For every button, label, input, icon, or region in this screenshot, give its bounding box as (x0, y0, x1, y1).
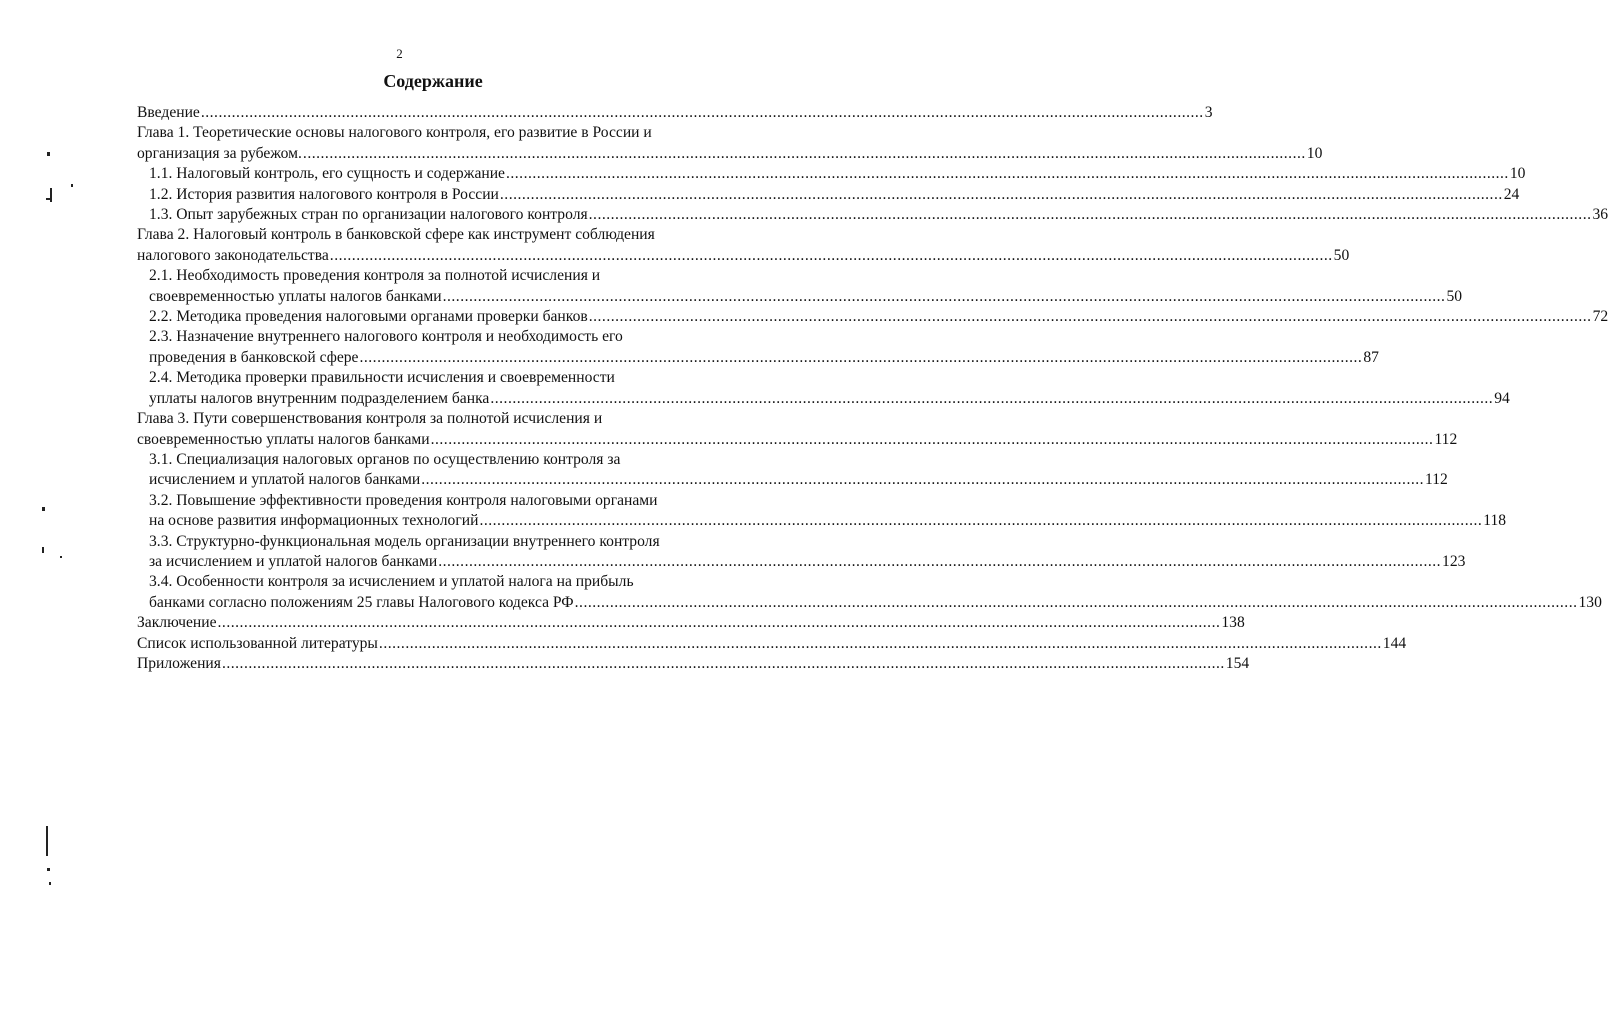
toc-page-number: 87 (1363, 348, 1379, 366)
toc-subsection (137, 307, 1608, 327)
toc-page-number: 112 (1425, 471, 1448, 489)
toc-subsection (137, 491, 1507, 532)
scan-artifact (46, 198, 52, 200)
toc-page-number: 118 (1483, 512, 1507, 530)
dot-leader: .................................................................................................................................................................................................................................... (588, 206, 1592, 224)
toc-entry-text: Список использованной литературы (137, 634, 378, 652)
toc-page-number: 50 (1446, 287, 1463, 305)
toc-entry-text: своевременностью уплаты налогов банками (137, 430, 430, 448)
dot-leader: .................................................................................................................................................................................................................................... (588, 308, 1592, 326)
scan-artifact (49, 882, 51, 885)
toc-subsection (137, 572, 1602, 613)
dot-leader: .................................................................................................................................................................................................................................... (421, 471, 1425, 489)
dot-leader: .................................................................................................................................................................................................................................... (490, 389, 1494, 407)
toc-entry-text: 2.1. Необходимость проведения контроля за полнотой исчисления и (149, 267, 601, 285)
toc-page-number: 123 (1442, 552, 1466, 570)
toc-subsection (137, 266, 1463, 307)
toc-page-number: 144 (1382, 634, 1407, 652)
toc-subsection (137, 205, 1608, 225)
toc-entry-text: 1.1. Налоговый контроль, его сущность и содержание (149, 165, 505, 183)
toc-chapter (137, 634, 1407, 654)
dot-leader: .................................................................................................................................................................................................................................... (438, 552, 1442, 570)
dot-leader: .................................................................................................................................................................................................................................... (430, 430, 1434, 448)
toc-page-number: 94 (1494, 389, 1510, 407)
toc-entry-text: проведения в банковской сфере (149, 348, 359, 366)
toc-entry-text: Введение (137, 104, 200, 121)
toc-page-number: 10 (1509, 165, 1526, 183)
toc-entry-text: организация за рубежом. (137, 144, 302, 162)
scan-artifact (46, 826, 48, 856)
dot-leader: .................................................................................................................................................................................................................................... (329, 246, 1333, 264)
toc-page-number: 112 (1434, 430, 1458, 448)
toc-chapter (137, 123, 1323, 164)
scan-artifact (71, 184, 73, 187)
toc-entry-text: 1.2. История развития налогового контроля в России (149, 185, 499, 203)
toc-entry-text: своевременностью уплаты налогов банками (149, 287, 442, 305)
toc-page-number: 130 (1578, 593, 1602, 611)
toc-entry-text: 3.3. Структурно-функциональная модель организации внутреннего контроля (149, 532, 660, 550)
toc-entry-text: 2.4. Методика проверки правильности исчисления и своевременности (149, 369, 615, 387)
toc-entry-text: уплаты налогов внутренним подразделением банка (149, 389, 490, 407)
dot-leader: .................................................................................................................................................................................................................................... (442, 287, 1446, 305)
toc-entry-text: 3.4. Особенности контроля за исчислением и уплатой налога на прибыль (149, 573, 634, 591)
toc-subsection (137, 327, 1379, 368)
toc-subsection (137, 185, 1520, 205)
toc-subsection (137, 532, 1466, 573)
dot-leader: .................................................................................................................................................................................................................................... (499, 185, 1503, 203)
toc-page-number: 36 (1592, 206, 1608, 224)
toc-entry-text: Глава 3. Пути совершенствования контроля за полнотой исчисления и (137, 410, 603, 428)
toc-subsection (137, 450, 1448, 491)
toc-chapter (137, 654, 1250, 674)
scan-artifact (42, 547, 44, 553)
dot-leader: .................................................................................................................................................................................................................................... (200, 104, 1204, 121)
toc-entry-text: Заключение (137, 614, 217, 632)
toc-chapter (137, 103, 1213, 123)
page-number: 2 (396, 46, 403, 61)
scan-artifact (47, 152, 50, 156)
toc-page-number: 154 (1225, 654, 1250, 672)
toc-chapter (137, 613, 1245, 633)
toc-entry-text: 1.3. Опыт зарубежных стран по организации налогового контроля (149, 206, 588, 224)
scan-artifact (42, 507, 45, 511)
dot-leader: .................................................................................................................................................................................................................................... (359, 348, 1363, 366)
toc-subsection (137, 368, 1510, 409)
toc-entry-text: 3.2. Повышение эффективности проведения контроля налоговыми органами (149, 491, 658, 509)
toc-page-number: 24 (1503, 185, 1520, 203)
toc-entry-text: банками согласно положениям 25 главы Налогового кодекса РФ (149, 593, 574, 611)
toc-page-number: 50 (1333, 246, 1350, 264)
table-of-contents (137, 103, 1608, 674)
toc-subsection (137, 164, 1526, 184)
scan-artifact (60, 556, 62, 558)
toc-chapter (137, 409, 1458, 450)
toc-chapter (137, 225, 1350, 266)
dot-leader: .................................................................................................................................................................................................................................... (217, 614, 1221, 632)
toc-page-number: 72 (1592, 308, 1608, 326)
toc-entry-text: исчислением и уплатой налогов банками (149, 471, 421, 489)
dot-leader: .................................................................................................................................................................................................................................... (505, 165, 1509, 183)
toc-entry-text: Глава 1. Теоретические основы налогового контроля, его развитие в России и (137, 124, 652, 142)
dot-leader: .................................................................................................................................................................................................................................... (378, 634, 1382, 652)
toc-entry-text: на основе развития информационных технологий (149, 512, 479, 530)
toc-entry-text: 3.1. Специализация налоговых органов по осуществлению контроля за (149, 450, 621, 468)
scan-artifact (47, 868, 50, 871)
toc-title: Содержание (383, 71, 483, 91)
toc-entry-text: налогового законодательства (137, 246, 329, 264)
dot-leader: .................................................................................................................................................................................................................................... (574, 593, 1578, 611)
dot-leader: .................................................................................................................................................................................................................................... (479, 512, 1483, 530)
toc-entry-text: за исчислением и уплатой налогов банками (149, 552, 438, 570)
toc-page-number: 10 (1306, 144, 1323, 162)
dot-leader: .................................................................................................................................................................................................................................... (221, 654, 1225, 672)
toc-entry-text: 2.3. Назначение внутреннего налогового контроля и необходимость его (149, 328, 623, 346)
dot-leader: .................................................................................................................................................................................................................................... (302, 144, 1306, 162)
toc-page-number: 3 (1204, 104, 1213, 121)
toc-entry-text: Глава 2. Налоговый контроль в банковской сфере как инструмент соблюдения (137, 226, 655, 244)
toc-page-number: 138 (1221, 614, 1245, 632)
toc-entry-text: Приложения (137, 654, 221, 672)
toc-entry-text: 2.2. Методика проведения налоговыми органами проверки банков (149, 308, 588, 326)
